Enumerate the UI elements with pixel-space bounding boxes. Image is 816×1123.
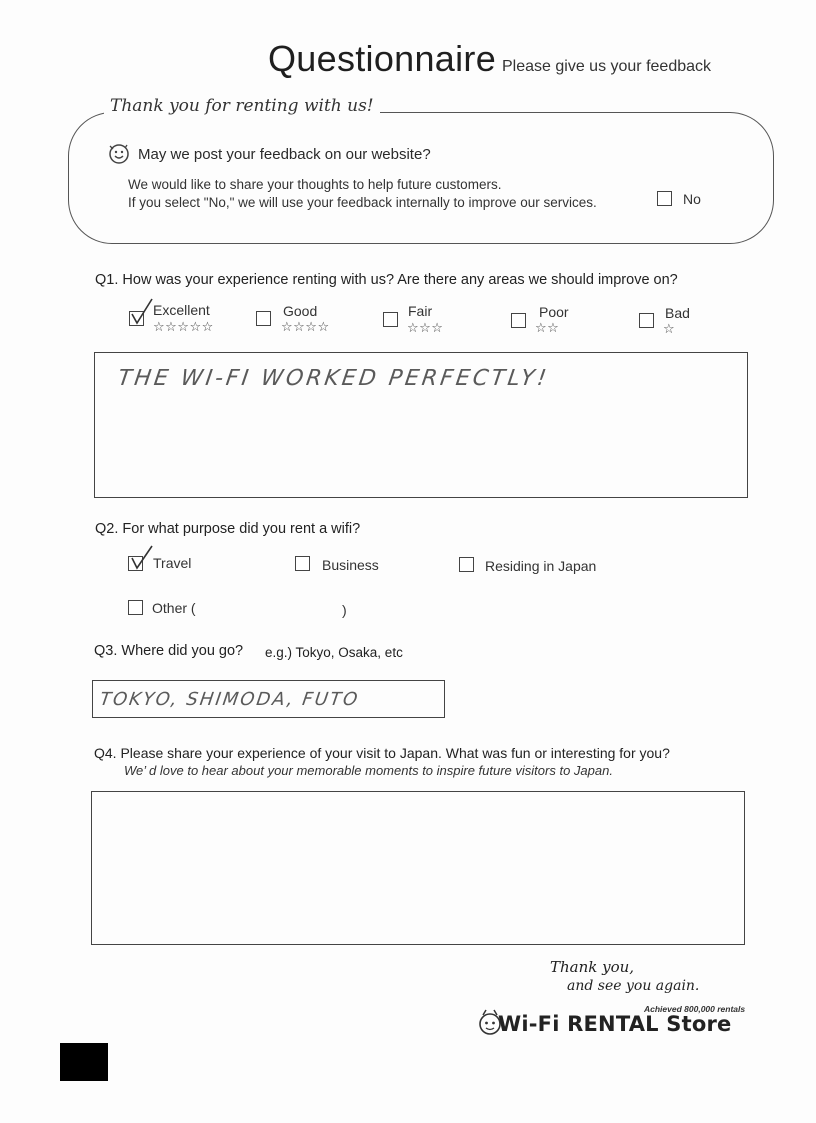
consent-line-2: If you select "No," we will use your feedback internally to improve our services. — [128, 195, 597, 210]
q2-option-other: Other ( — [152, 600, 196, 616]
q1-answer-text: THE WI-FI WORKED PERFECTLY! — [116, 366, 551, 391]
footer-brand-logo: Wi-Fi RENTAL Store — [498, 1012, 732, 1036]
q2-residing-checkbox[interactable] — [459, 557, 474, 572]
page-subtitle: Please give us your feedback — [502, 58, 712, 75]
q2-text: For what purpose did you rent a wifi? — [122, 521, 361, 537]
q1-bad-stars: ☆ — [663, 321, 676, 336]
q1-number: Q1. — [95, 272, 119, 288]
q3-answer-text: TOKYO, SHIMODA, FUTO — [98, 689, 361, 710]
q2-business-checkbox[interactable] — [295, 556, 310, 571]
q1-heading — [95, 272, 678, 288]
q2-heading — [95, 521, 360, 537]
consent-no-label: No — [683, 191, 701, 207]
q1-bad-checkbox[interactable] — [639, 313, 654, 328]
q4-heading — [94, 745, 670, 761]
page-title: Questionnaire — [268, 38, 497, 79]
q3-heading — [94, 643, 243, 659]
consent-section-label: Thank you for renting with us! — [104, 96, 380, 116]
q4-subtext: We’ d love to hear about your memorable moments to inspire future visitors to Japan. — [124, 763, 613, 778]
consent-question: May we post your feedback on our website? — [138, 146, 431, 163]
consent-line-1: We would like to share your thoughts to help future customers. — [128, 177, 502, 192]
q4-answer-box[interactable] — [91, 791, 745, 945]
footer-thanks-line-1: Thank you, — [550, 958, 635, 976]
q1-good-stars: ☆☆☆☆ — [281, 319, 330, 334]
q3-example: e.g.) Tokyo, Osaka, etc — [265, 645, 403, 660]
q2-number: Q2. — [95, 521, 119, 537]
consent-no-checkbox[interactable] — [657, 191, 672, 206]
q1-option-good: Good — [283, 303, 318, 319]
q2-other-close-paren: ) — [342, 602, 347, 618]
black-marker — [60, 1043, 108, 1081]
q1-option-bad: Bad — [665, 305, 690, 321]
q1-poor-checkbox[interactable] — [511, 313, 526, 328]
q3-text: Where did you go? — [121, 643, 244, 659]
q1-option-excellent: Excellent — [153, 302, 210, 318]
q1-fair-stars: ☆☆☆ — [407, 320, 444, 335]
q1-excellent-stars: ☆☆☆☆☆ — [153, 319, 214, 334]
q2-option-residing: Residing in Japan — [485, 558, 597, 574]
smile-face-icon — [106, 140, 132, 166]
q4-number: Q4. — [94, 745, 117, 761]
q4-text: Please share your experience of your visit to Japan. What was fun or interesting for you? — [120, 745, 670, 761]
q1-fair-checkbox[interactable] — [383, 312, 398, 327]
q1-option-poor: Poor — [539, 304, 569, 320]
q1-text: How was your experience renting with us? Are there any areas we should improve on? — [122, 272, 678, 288]
q2-other-checkbox[interactable] — [128, 600, 143, 615]
footer-achieved: Achieved 800,000 rentals — [644, 1004, 746, 1014]
q1-good-checkbox[interactable] — [256, 311, 271, 326]
q2-option-business: Business — [322, 557, 379, 573]
footer-thanks-line-2: and see you again. — [567, 978, 700, 994]
q3-number: Q3. — [94, 643, 118, 659]
q1-option-fair: Fair — [408, 303, 433, 319]
consent-explanation — [128, 176, 597, 212]
q2-option-travel: Travel — [153, 555, 192, 571]
q1-poor-stars: ☆☆ — [535, 320, 560, 335]
